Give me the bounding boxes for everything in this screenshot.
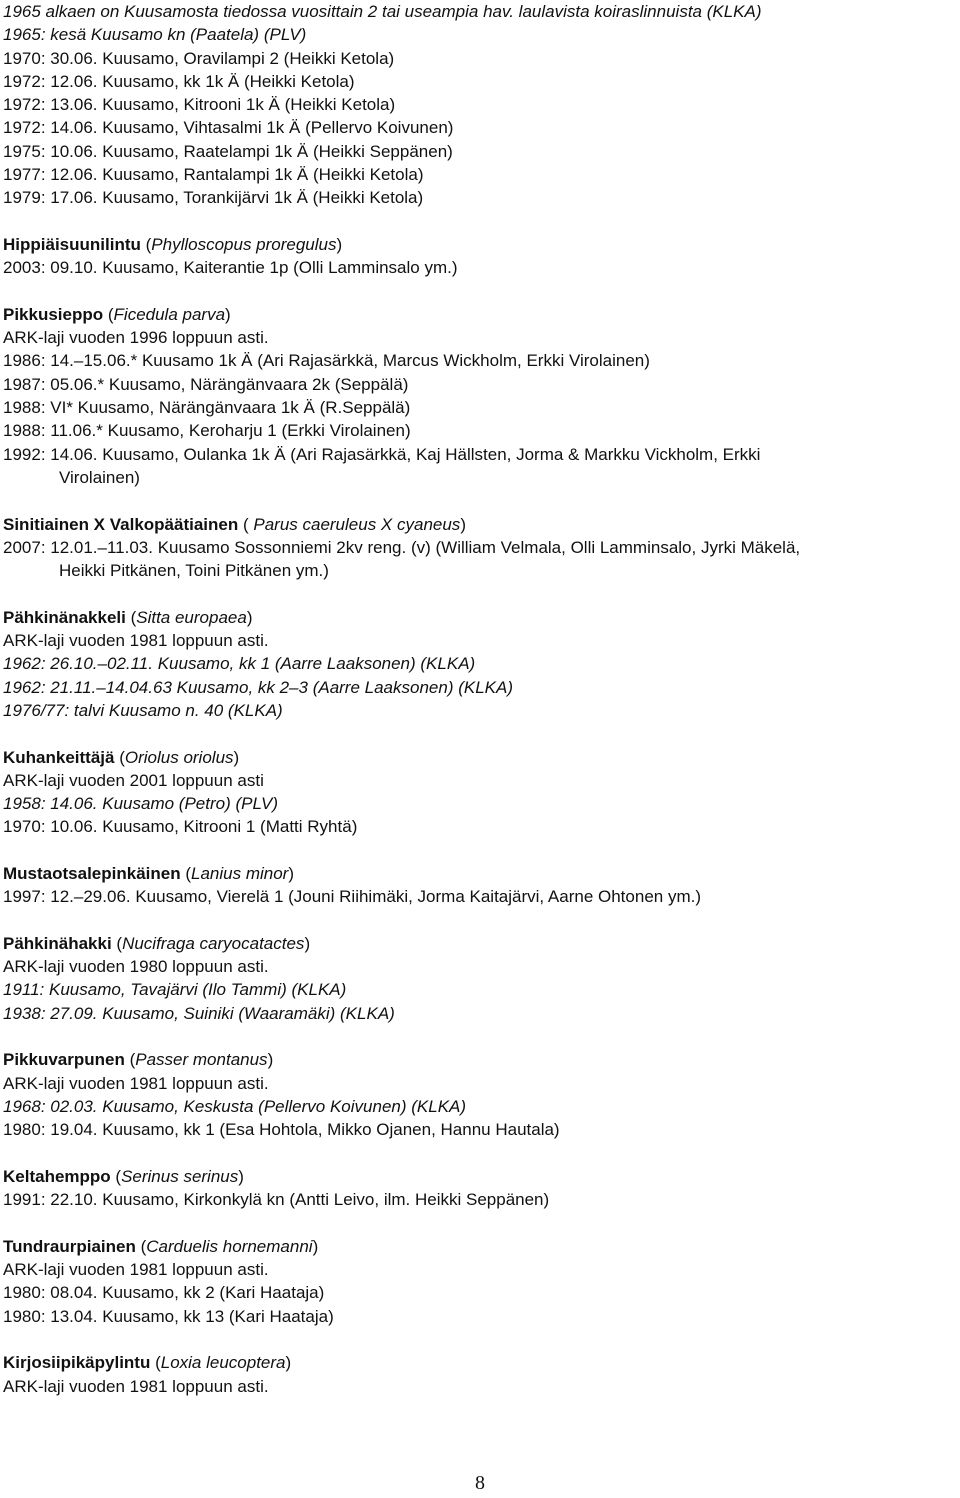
record-line: 2007: 12.01.–11.03. Kuusamo Sossonniemi 2kv reng. (v) (William Velmala, Olli Lamminsalo, Jyrki Mäkelä, xyxy=(3,537,801,557)
record-line: 1938: 27.09. Kuusamo, Suiniki (Waaramäki) (KLKA) xyxy=(3,1003,395,1023)
record-line: 1968: 02.03. Kuusamo, Keskusta (Pellervo Koivunen) (KLKA) xyxy=(3,1096,467,1116)
paren-open: ( xyxy=(103,304,114,324)
paren-open: ( xyxy=(111,933,123,953)
record-line: 2003: 09.10. Kuusamo, Kaiterantie 1p (Olli Lamminsalo ym.) xyxy=(3,258,458,278)
species-section xyxy=(3,303,953,489)
latin-name: Lanius minor xyxy=(191,863,289,883)
record-line: ARK-laji vuoden 1980 loppuun asti. xyxy=(3,957,269,977)
record-line: 1980: 13.04. Kuusamo, kk 13 (Kari Haataja) xyxy=(3,1306,334,1326)
species-section xyxy=(3,513,953,583)
paragraph-gap xyxy=(3,210,953,233)
paren-open: ( xyxy=(180,863,191,883)
species-heading xyxy=(3,606,953,629)
species-heading xyxy=(3,932,953,955)
record-line: 1991: 22.10. Kuusamo, Kirkonkylä kn (Antti Leivo, ilm. Heikki Seppänen) xyxy=(3,1190,550,1210)
species-heading xyxy=(3,303,953,326)
paragraph-gap xyxy=(3,909,953,932)
paragraph-gap xyxy=(3,582,953,605)
species-heading xyxy=(3,1165,953,1188)
species-name: Pähkinänakkeli xyxy=(3,607,126,627)
paren-close: ) xyxy=(460,514,466,534)
species-section xyxy=(3,233,953,280)
species-name: Kuhankeittäjä xyxy=(3,747,115,767)
paren-close: ) xyxy=(304,933,311,953)
paren-open: ( xyxy=(124,1050,136,1070)
record-line: 1972: 12.06. Kuusamo, kk 1k Ä (Heikki Ketola) xyxy=(3,71,355,91)
species-name: Keltahemppo xyxy=(3,1166,111,1186)
paren-open: ( xyxy=(140,234,152,254)
record-line: 1962: 21.11.–14.04.63 Kuusamo, kk 2–3 (Aarre Laaksonen) (KLKA) xyxy=(3,677,514,697)
record-line: 1997: 12.–29.06. Kuusamo, Vierelä 1 (Jouni Riihimäki, Jorma Kaitajärvi, Aarne Ohtonen ym.) xyxy=(3,887,701,907)
record-line: 1988: VI* Kuusamo, Närängänvaara 1k Ä (R.Seppälä) xyxy=(3,398,411,418)
paragraph-gap xyxy=(3,722,953,745)
record-line: 1986: 14.–15.06.* Kuusamo 1k Ä (Ari Rajasärkkä, Marcus Wickholm, Erkki Virolainen) xyxy=(3,351,650,371)
species-section xyxy=(3,606,953,722)
record-line: 1980: 19.04. Kuusamo, kk 1 (Esa Hohtola, Mikko Ojanen, Hannu Hautala) xyxy=(3,1120,560,1140)
record-line: ARK-laji vuoden 2001 loppuun asti xyxy=(3,770,264,790)
record-line: 1977: 12.06. Kuusamo, Rantalampi 1k Ä (Heikki Ketola) xyxy=(3,165,424,185)
paren-close: ) xyxy=(336,234,343,254)
record-line: ARK-laji vuoden 1981 loppuun asti. xyxy=(3,631,269,651)
species-section xyxy=(3,1235,953,1328)
record-line: 1970: 10.06. Kuusamo, Kitrooni 1 (Matti Ryhtä) xyxy=(3,817,358,837)
latin-name: Sitta europaea xyxy=(136,607,247,627)
latin-name: Passer montanus xyxy=(135,1050,268,1070)
record-line: 1992: 14.06. Kuusamo, Oulanka 1k Ä (Ari Rajasärkkä, Kaj Hällsten, Jorma & Markku Vickholm, Erkki xyxy=(3,444,761,464)
species-section xyxy=(3,932,953,1025)
species-section xyxy=(3,1165,953,1212)
species-name: Sinitiainen X Valkopäätiainen xyxy=(3,514,239,534)
species-heading xyxy=(3,1351,953,1374)
record-line: ARK-laji vuoden 1996 loppuun asti. xyxy=(3,328,269,348)
paragraph-gap xyxy=(3,1328,953,1351)
paren-close: ) xyxy=(225,304,231,324)
record-line: ARK-laji vuoden 1981 loppuun asti. xyxy=(3,1376,269,1396)
paragraph-gap xyxy=(3,489,953,512)
latin-name: Parus caeruleus X cyaneus xyxy=(253,514,461,534)
species-heading xyxy=(3,862,953,885)
latin-name: Ficedula parva xyxy=(113,304,226,324)
paren-open: ( xyxy=(114,747,125,767)
record-line: 1988: 11.06.* Kuusamo, Keroharju 1 (Erkki Virolainen) xyxy=(3,421,411,441)
intro-section xyxy=(3,0,953,210)
species-name: Mustaotsalepinkäinen xyxy=(3,863,181,883)
species-section xyxy=(3,746,953,839)
latin-name: Carduelis hornemanni xyxy=(146,1236,313,1256)
latin-name: Nucifraga caryocatactes xyxy=(122,933,305,953)
species-name: Tundraurpiainen xyxy=(3,1236,136,1256)
species-name: Pikkuvarpunen xyxy=(3,1050,125,1070)
paren-close: ) xyxy=(288,863,294,883)
paren-close: ) xyxy=(233,747,240,767)
paren-close: ) xyxy=(238,1166,244,1186)
paragraph-gap xyxy=(3,1211,953,1234)
paren-open: ( xyxy=(150,1353,161,1373)
species-heading xyxy=(3,233,953,256)
paren-close: ) xyxy=(246,607,253,627)
record-line: 1911: Kuusamo, Tavajärvi (Ilo Tammi) (KLKA) xyxy=(3,980,347,1000)
record-line: ARK-laji vuoden 1981 loppuun asti. xyxy=(3,1260,269,1280)
species-name: Pähkinähakki xyxy=(3,933,112,953)
paren-close: ) xyxy=(285,1353,292,1373)
paren-open: ( xyxy=(110,1166,122,1186)
species-heading xyxy=(3,1048,953,1071)
record-line: 1972: 14.06. Kuusamo, Vihtasalmi 1k Ä (Pellervo Koivunen) xyxy=(3,118,454,138)
species-section xyxy=(3,862,953,909)
paragraph-gap xyxy=(3,1142,953,1165)
record-line: 1972: 13.06. Kuusamo, Kitrooni 1k Ä (Heikki Ketola) xyxy=(3,95,396,115)
record-line: 1958: 14.06. Kuusamo (Petro) (PLV) xyxy=(3,794,278,814)
species-name: Kirjosiipikäpylintu xyxy=(3,1353,151,1373)
paren-close: ) xyxy=(267,1050,274,1070)
record-line: Virolainen) xyxy=(59,467,140,487)
latin-name: Serinus serinus xyxy=(121,1166,239,1186)
document-body xyxy=(3,0,953,1398)
latin-name: Loxia leucoptera xyxy=(160,1353,286,1373)
paren-open: ( xyxy=(135,1236,147,1256)
species-heading xyxy=(3,746,953,769)
paren-open: ( xyxy=(125,607,137,627)
record-line: 1965: kesä Kuusamo kn (Paatela) (PLV) xyxy=(3,25,307,45)
species-heading xyxy=(3,513,953,536)
latin-name: Oriolus oriolus xyxy=(124,747,234,767)
record-line: Heikki Pitkänen, Toini Pitkänen ym.) xyxy=(59,561,329,581)
paragraph-gap xyxy=(3,839,953,862)
record-line: 1965 alkaen on Kuusamosta tiedossa vuosittain 2 tai useampia hav. laulavista koiraslinnuista (KLKA) xyxy=(3,2,762,21)
species-name: Hippiäisuunilintu xyxy=(3,234,141,254)
record-line: 1962: 26.10.–02.11. Kuusamo, kk 1 (Aarre Laaksonen) (KLKA) xyxy=(3,654,476,674)
species-section xyxy=(3,1048,953,1141)
record-line: 1980: 08.04. Kuusamo, kk 2 (Kari Haataja) xyxy=(3,1283,325,1303)
paragraph-gap xyxy=(3,280,953,303)
species-section xyxy=(3,1351,953,1398)
record-line: 1979: 17.06. Kuusamo, Torankijärvi 1k Ä (Heikki Ketola) xyxy=(3,188,424,208)
paren-close: ) xyxy=(312,1236,319,1256)
record-line: 1976/77: talvi Kuusamo n. 40 (KLKA) xyxy=(3,700,283,720)
species-heading xyxy=(3,1235,953,1258)
paren-open: ( xyxy=(238,514,254,534)
record-line: 1970: 30.06. Kuusamo, Oravilampi 2 (Heikki Ketola) xyxy=(3,48,395,68)
page-number: 8 xyxy=(475,1472,485,1494)
record-line: 1987: 05.06.* Kuusamo, Närängänvaara 2k (Seppälä) xyxy=(3,374,409,394)
species-name: Pikkusieppo xyxy=(3,304,104,324)
paragraph-gap xyxy=(3,1025,953,1048)
latin-name: Phylloscopus proregulus xyxy=(151,234,337,254)
record-line: 1975: 10.06. Kuusamo, Raatelampi 1k Ä (Heikki Seppänen) xyxy=(3,141,453,161)
record-line: ARK-laji vuoden 1981 loppuun asti. xyxy=(3,1073,269,1093)
